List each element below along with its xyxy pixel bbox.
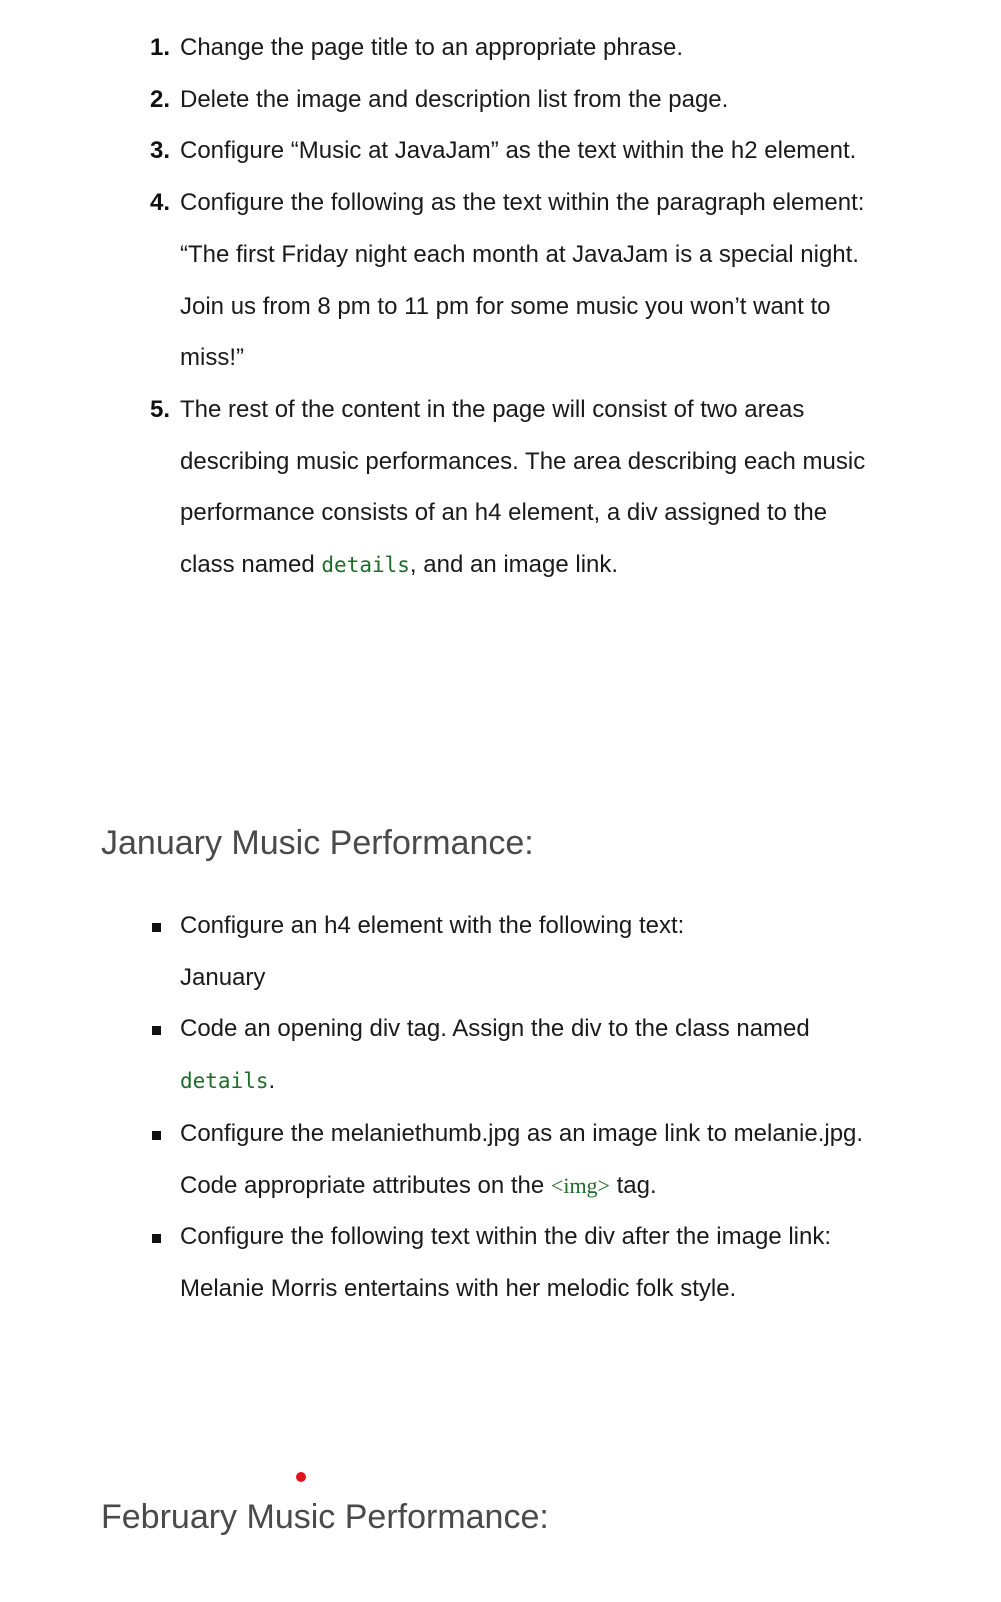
step-text <box>180 384 870 592</box>
quoted-paragraph-text: “The first Friday night each month at JavaJam is a special night. Join us from 8 pm to 11 pm for some music you won’t want to miss!” <box>180 240 859 372</box>
step-text: Change the page title to an appropriate phrase. <box>180 34 684 61</box>
code-snippet: <img> <box>550 1172 610 1198</box>
step-text: Configure “Music at JavaJam” as the text within the h2 element. <box>180 137 857 165</box>
square-bullet-icon <box>152 923 161 932</box>
section-heading-january: January Music Performance: <box>101 824 534 862</box>
step-text-part: , and an image link. <box>409 551 619 579</box>
list-item <box>150 900 870 1003</box>
step-number: 5. <box>150 395 171 423</box>
step-number: 4. <box>150 189 171 217</box>
step-number: 1. <box>150 34 171 61</box>
list-item <box>150 74 870 126</box>
step-text-part: The rest of the content in the page will consist of two areas describing music performances. The area describing each music performance consists of an h4 element, a div assigned to the class named <box>180 395 866 579</box>
list-item <box>150 1003 870 1107</box>
list-item <box>150 384 870 592</box>
square-bullet-icon <box>152 1131 161 1140</box>
square-bullet-icon <box>152 1234 161 1243</box>
square-bullet-icon <box>152 1026 161 1035</box>
task-extra-text: Melanie Morris entertains with her melodic folk style. <box>180 1274 737 1302</box>
step-number: 3. <box>150 137 171 165</box>
task-text-part: Code an opening div tag. Assign the div to the class named <box>180 1015 810 1043</box>
task-text <box>180 1108 870 1211</box>
code-snippet: details <box>321 553 410 578</box>
instruction-steps <box>150 22 870 592</box>
step-number: 2. <box>150 85 171 113</box>
section-heading-february: February Music Performance: <box>101 1498 549 1536</box>
red-marker-dot <box>296 1472 306 1482</box>
list-item <box>150 125 870 177</box>
list-item <box>150 177 870 384</box>
task-text: Configure the following text within the div after the image link: <box>180 1223 832 1251</box>
task-text <box>180 1003 870 1107</box>
task-text-part: . <box>268 1067 276 1095</box>
step-text: Configure the following as the text within the paragraph element: <box>180 189 865 217</box>
january-task-list <box>150 900 870 1315</box>
step-text: Delete the image and description list from the page. <box>180 85 729 113</box>
task-text-part: Configure the melaniethumb.jpg as an image link to melanie.jpg. Code appropriate attributes on the <box>180 1119 864 1199</box>
code-snippet: details <box>180 1069 269 1094</box>
task-text-part: tag. <box>609 1171 657 1199</box>
list-item <box>150 22 870 74</box>
list-item <box>150 1108 870 1211</box>
list-item <box>150 1211 870 1314</box>
task-text: Configure an h4 element with the following text: <box>180 912 685 939</box>
task-extra-text: January <box>180 963 266 991</box>
